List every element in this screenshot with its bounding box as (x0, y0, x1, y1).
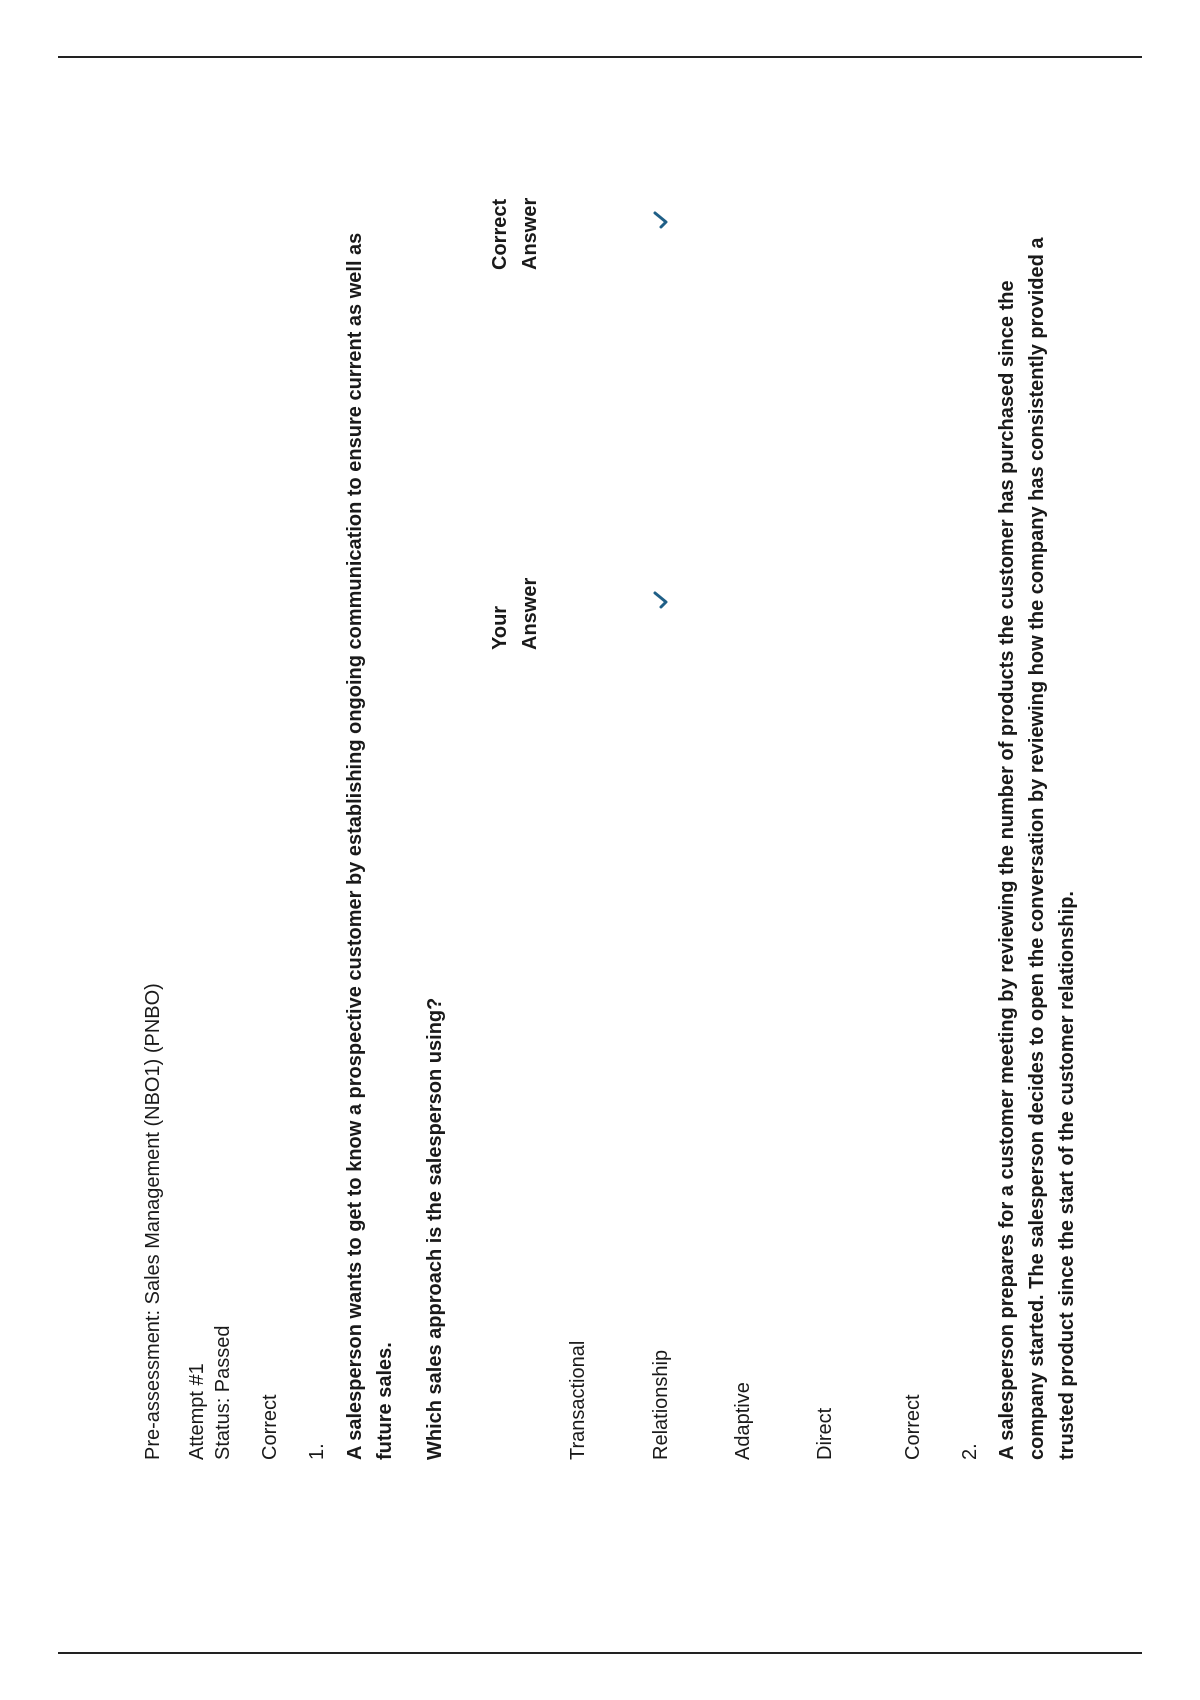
question-1-result: Correct (259, 1394, 281, 1460)
question-1-number: 1. (306, 1443, 328, 1460)
question-2-result: Correct (902, 1394, 924, 1460)
question-1-text: A salesperson wants to get to know a prospective customer by establishing ongoing communication to ensure current as well as future sales. (344, 232, 396, 1460)
answer-option-direct: Direct (814, 1407, 836, 1460)
your-answer-header: Your Answer (489, 577, 541, 650)
page-title: Pre-assessment: Sales Management (NBO1) (PNBO) (142, 983, 164, 1460)
answer-option-transactional: Transactional (567, 1340, 589, 1460)
question-2-number: 2. (959, 1443, 981, 1460)
status-label: Status: Passed (212, 1325, 234, 1460)
correct-answer-header: Correct Answer (489, 197, 541, 270)
top-divider (58, 56, 1142, 58)
question-2-text: A salesperson prepares for a customer meeting by reviewing the number of products the customer has purchased since the company started. The salesperson decides to open the conversation by reviewing how the company has consistently provided a trusted product since the start of the customer relationship. (996, 237, 1078, 1460)
answer-option-adaptive: Adaptive (732, 1382, 754, 1460)
your-answer-check-icon (650, 590, 670, 610)
question-1-prompt: Which sales approach is the salesperson using? (424, 997, 446, 1460)
bottom-divider (58, 1652, 1142, 1654)
page-content (140, 100, 1100, 1460)
answer-option-relationship: Relationship (650, 1349, 672, 1460)
correct-answer-check-icon (650, 210, 670, 230)
attempt-label: Attempt #1 (186, 1363, 208, 1460)
